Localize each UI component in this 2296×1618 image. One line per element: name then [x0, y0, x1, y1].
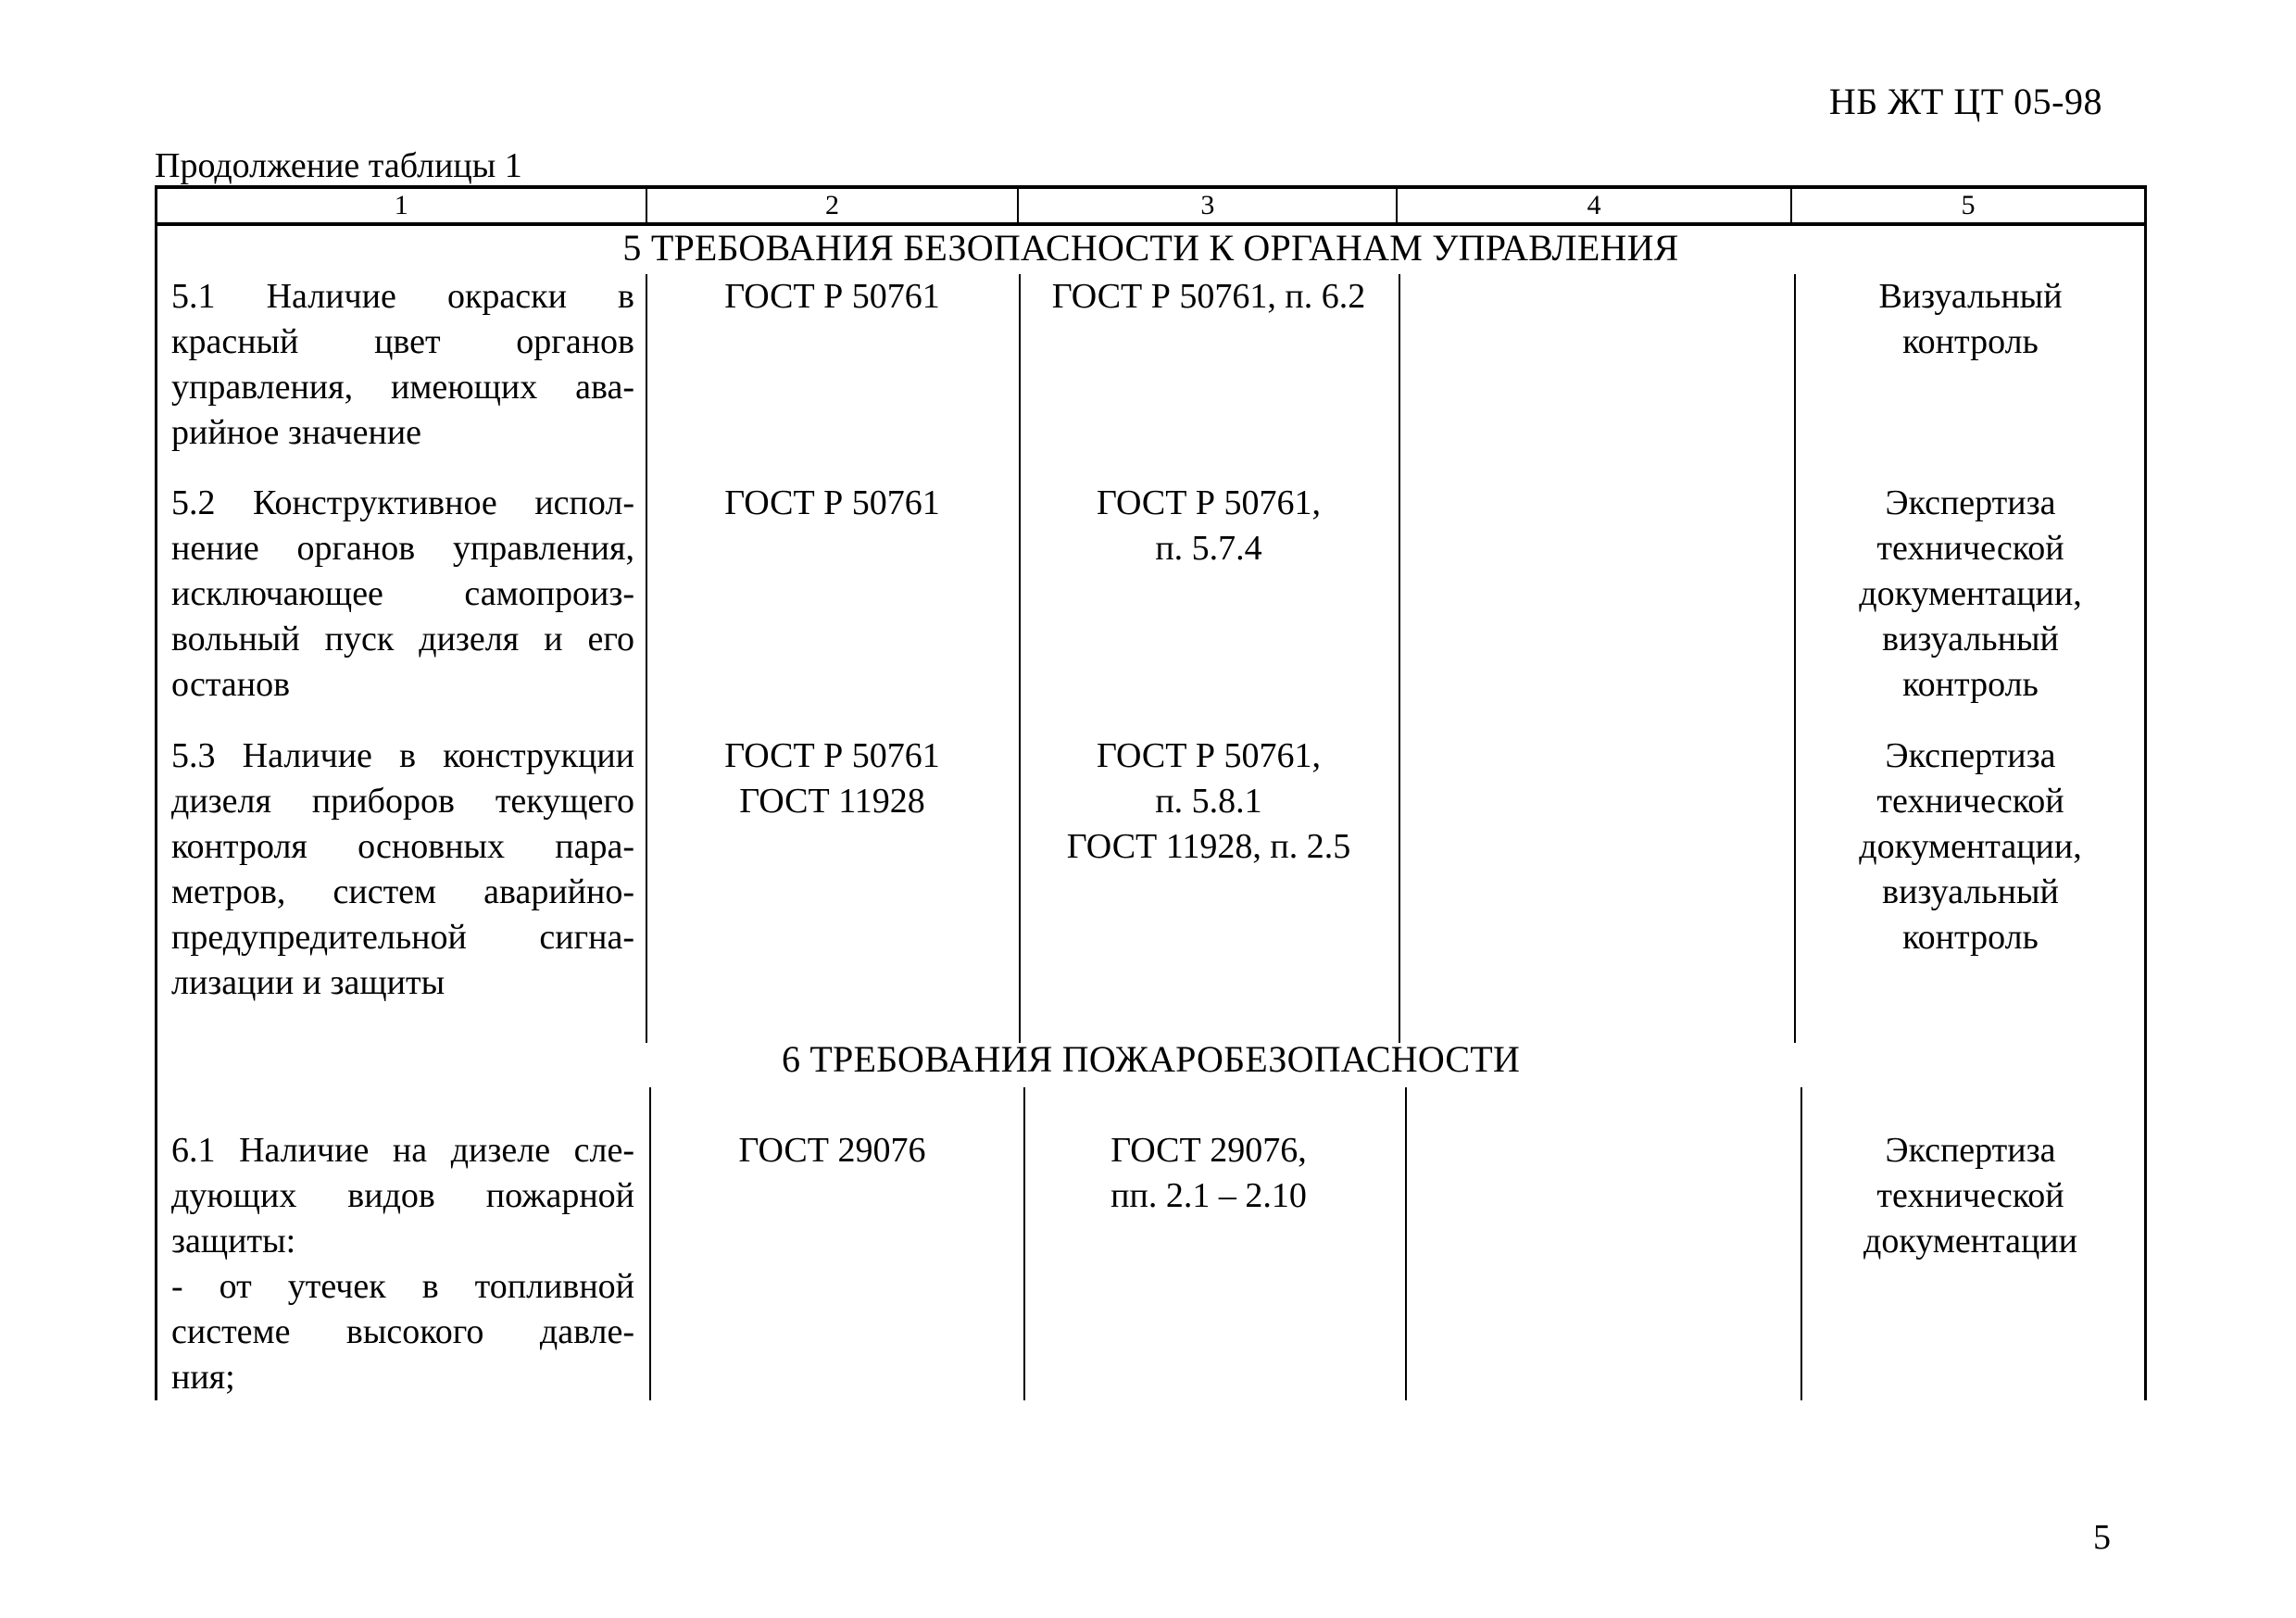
requirement-cell	[171, 274, 634, 456]
reference-line: ГОСТ Р 50761, п. 6.2	[1051, 277, 1366, 316]
column-divider	[1405, 1087, 1407, 1400]
method-line: технической	[1876, 1176, 2064, 1215]
method-line: контроль	[1902, 918, 2039, 957]
requirement-cell	[171, 481, 634, 708]
column-number-3: 3	[1019, 189, 1398, 222]
method-line: визуальный	[1882, 872, 2059, 911]
requirement-line: 5.1 Наличие окраски в	[171, 277, 634, 316]
reference-line: п. 5.7.4	[1155, 529, 1262, 568]
column-number-4: 4	[1398, 189, 1792, 222]
reference-line: ГОСТ Р 50761,	[1096, 483, 1322, 522]
method-cell	[1794, 734, 2147, 960]
requirement-line: предупредительной сигна-	[171, 918, 634, 957]
column-number-header	[155, 185, 2147, 226]
requirement-line: исключающее самопроиз-	[171, 574, 634, 613]
method-line: Экспертиза	[1885, 1131, 2056, 1170]
column-divider	[646, 274, 647, 1043]
standard-line: ГОСТ Р 50761	[724, 736, 940, 775]
method-line: технической	[1876, 529, 2064, 568]
column-divider	[1019, 274, 1021, 1043]
standard-cell	[646, 1128, 1019, 1173]
requirement-line: управления, имеющих ава-	[171, 368, 634, 407]
requirement-line: 6.1 Наличие на дизеле сле-	[171, 1131, 634, 1170]
column-number-2: 2	[647, 189, 1020, 222]
method-line: контроль	[1902, 322, 2039, 361]
method-line: контроль	[1902, 665, 2039, 704]
method-cell	[1794, 1128, 2147, 1264]
requirement-line: рийное значение	[171, 413, 422, 452]
requirement-line: лизации и защиты	[171, 963, 445, 1002]
requirement-line: метров, систем аварийно-	[171, 872, 634, 911]
standard-line: ГОСТ Р 50761	[724, 483, 940, 522]
table-caption: Продолжение таблицы 1	[155, 146, 522, 185]
method-cell	[1794, 274, 2147, 365]
method-cell	[1794, 481, 2147, 708]
document-code: НБ ЖТ ЦТ 05-98	[1828, 81, 2102, 122]
requirement-line: останов	[171, 665, 291, 704]
requirement-line: нение органов управления,	[171, 529, 634, 568]
column-divider	[1399, 274, 1400, 1043]
requirement-cell	[171, 734, 634, 1006]
requirement-line: - от утечек в топливной	[171, 1267, 634, 1306]
standard-cell	[646, 481, 1019, 526]
reference-line: пп. 2.1 – 2.10	[1110, 1176, 1307, 1215]
reference-line: ГОСТ 11928, п. 2.5	[1066, 827, 1351, 866]
requirement-line: ния;	[171, 1358, 235, 1397]
reference-cell	[1019, 1128, 1399, 1219]
requirement-line: дующих видов пожарной	[171, 1176, 634, 1215]
method-line: документации	[1863, 1222, 2077, 1261]
standard-line: ГОСТ 11928	[739, 782, 925, 821]
requirement-line: 5.2 Конструктивное испол-	[171, 483, 634, 522]
requirement-line: 5.3 Наличие в конструкции	[171, 736, 634, 775]
reference-line: ГОСТ 29076,	[1110, 1131, 1307, 1170]
section-5-title: 5 ТРЕБОВАНИЯ БЕЗОПАСНОСТИ К ОРГАНАМ УПРАВЛЕНИЯ	[622, 227, 1679, 269]
reference-line: п. 5.8.1	[1155, 782, 1262, 821]
requirement-line: контроля основных пара-	[171, 827, 634, 866]
reference-cell	[1019, 274, 1399, 320]
method-line: Экспертиза	[1885, 736, 2056, 775]
table-body	[155, 226, 2147, 1400]
column-number-1: 1	[157, 189, 647, 222]
method-line: документации,	[1859, 827, 2082, 866]
requirement-line: дизеля приборов текущего	[171, 782, 634, 821]
reference-cell	[1019, 734, 1399, 870]
standard-line: ГОСТ 29076	[738, 1131, 926, 1170]
requirement-line: вольный пуск дизеля и его	[171, 620, 634, 658]
requirement-line: системе высокого давле-	[171, 1312, 634, 1351]
section-6-title: 6 ТРЕБОВАНИЯ ПОЖАРОБЕЗОПАСНОСТИ	[781, 1038, 1521, 1080]
standard-cell	[646, 734, 1019, 824]
standard-line: ГОСТ Р 50761	[724, 277, 940, 316]
requirement-line: красный цвет органов	[171, 322, 634, 361]
requirement-cell	[171, 1128, 634, 1400]
method-line: технической	[1876, 782, 2064, 821]
table-left-border	[155, 226, 157, 1400]
page-number: 5	[2093, 1518, 2111, 1557]
reference-cell	[1019, 481, 1399, 571]
method-line: документации,	[1859, 574, 2082, 613]
method-line: Визуальный	[1878, 277, 2063, 316]
column-number-5: 5	[1961, 190, 1976, 220]
requirements-table	[155, 185, 2147, 1400]
method-line: Экспертиза	[1885, 483, 2056, 522]
standard-cell	[646, 274, 1019, 320]
reference-line: ГОСТ Р 50761,	[1096, 736, 1322, 775]
requirement-line: защиты:	[171, 1222, 296, 1261]
method-line: визуальный	[1882, 620, 2059, 658]
